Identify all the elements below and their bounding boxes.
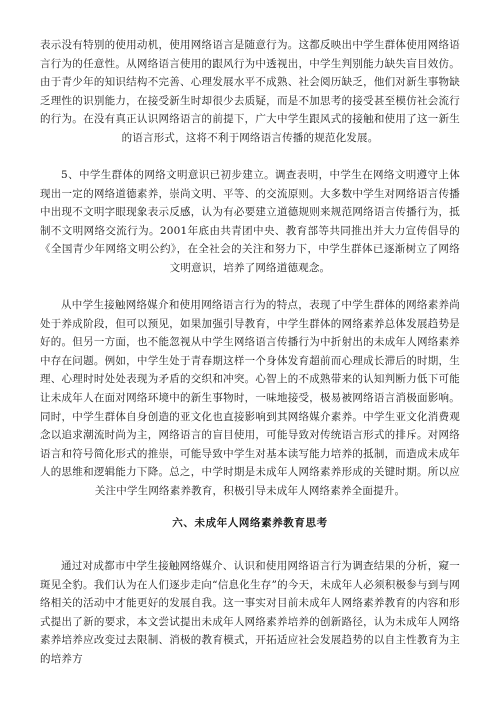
paragraph-1: 表示没有特别的使用动机，使用网络语言是随意行为。这都反映出中学生群体使用网络语言行为的任意性。从网络语言使用的跟风行为中透视出，中学生判别能力缺失盲目效仿。由于青少年的知识结构不完善、心理发展水平不成熟、社会阅历缺乏，他们对新生事物缺乏理性的识别能力，在接受新生时却很少去质疑，而是不加思考的接受甚至模仿社会流行的行为。在没有真正认识网络语言的前提下，广大中学生跟风式的接触和使用了这一新生的语言形式，这将不利于网络语言传播的规范化发展。 xyxy=(40,39,460,144)
paragraph-3: 从中学生接触网络媒介和使用网络语言行为的特点，表现了中学生群体的网络素养尚处于养成阶段，但可以预见，如果加强引导教育，中学生群体的网络素养总体发展趋势是好的。但另一方面，也不能忽视从中学生网络语言传播行为中折射出的未成年人网络素养中存在问题。例如，中学生处于青春期这样一个身体发育超前而心理成长滞后的时期，生理、心理时时处处表现为矛盾的交织和冲突。心智上的不成熟带来的认知判断力低下可能让未成年人在面对网络环境中的新生事物时，一味地接受，极易被网络语言消极面影响。同时，中学生群体自身创造的亚文化也直接影响到其网络媒介素养。中学生亚文化消费观念以追求潮流时尚为主，网络语言的盲目使用，可能导致对传统语言形式的排斥。对网络语言和符号简化形式的推崇，可能导致中学生对基本读写能力培养的抵制，而造成未成年人的思维和逻辑能力下降。总之，中学时期是未成年人网络素养形成的关键时期。所以应关注中学生网络素养教育，积极引导未成年人网络素养全面提升。 xyxy=(40,299,460,497)
paragraph-2: 5、中学生群体的网络文明意识已初步建立。调查表明，中学生在网络文明遵守上体现出一定的网络道德素养，崇尚文明、平等、的交流原则。大多数中学生对网络语言传播中出现不文明字眼现象表示反感，认为有必要建立道德规则来规范网络语言传播行为，抵制不文明网络交流行为。2001年底由共青团中央、教育部等共同推出并大力宣传倡导的《全国青少年网络文明公约》，在全社会的关注和努力下，中学生群体已逐渐树立了网络文明意识，培养了网络道德观念。 xyxy=(40,169,460,274)
section-heading: 六、未成年人网络素养教育思考 xyxy=(172,517,328,529)
paragraph-4: 通过对成都市中学生接触网络媒介、认识和使用网络语言行为调查结果的分析，窥一斑见全豹。我们认为在人们逐步走向“信息化生存”的今天，未成年人必须积极参与到与网络相关的活动中才能更好的发展自我。这一事实对目前未成年人网络素养教育的内容和形式提出了新的要求，本文尝试提出未成年人网络素养培养的创新路径，认为未成年人网络素养培养应改变过去限制、消极的教育模式，开拓适应社会发展趋势的以自主性教育为主的培养方 xyxy=(40,560,460,665)
